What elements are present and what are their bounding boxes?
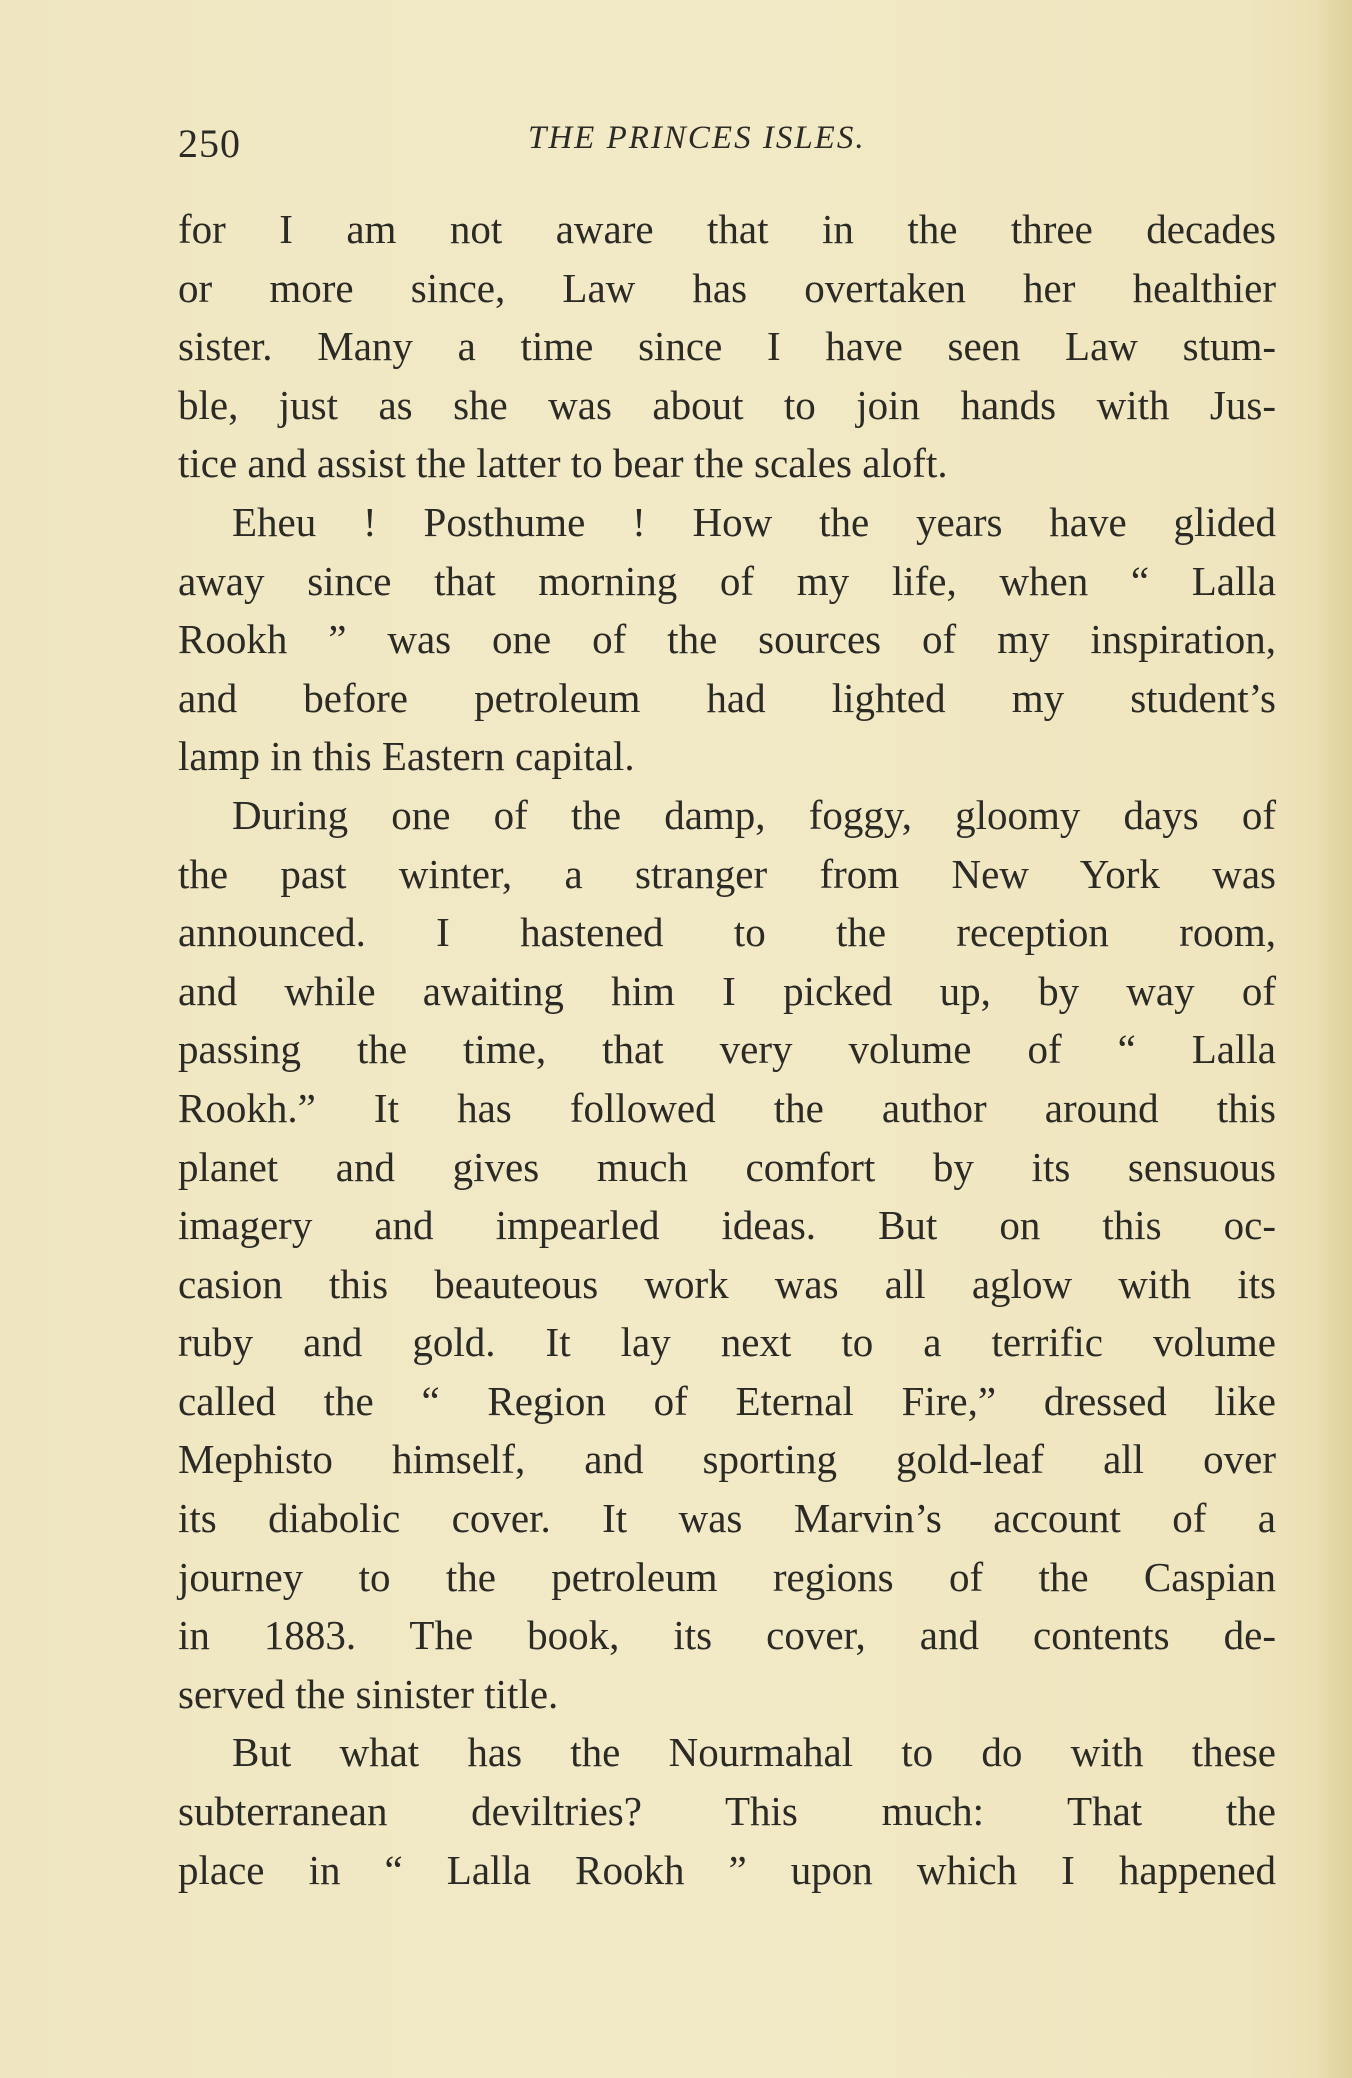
page-number: 250 <box>178 121 241 166</box>
text-line: But what has the Nourmahal to do with these <box>232 1729 1276 1776</box>
text-line: served the sinister title. <box>178 1670 559 1717</box>
text-line: called the “ Region of Eternal Fire,” dressed like <box>178 1377 1276 1424</box>
text-line: away since that morning of my life, when “ Lalla <box>178 557 1276 604</box>
text-line: its diabolic cover. It was Marvin’s account of a <box>178 1495 1276 1542</box>
text-line: Rookh ” was one of the sources of my inspiration, <box>178 616 1276 663</box>
text-line: During one of the damp, foggy, gloomy days of <box>232 791 1276 838</box>
text-line: ble, just as she was about to join hands with Jus- <box>178 381 1276 428</box>
text-line: passing the time, that very volume of “ Lalla <box>178 1026 1276 1073</box>
text-line: Eheu ! Posthume ! How the years have glided <box>232 498 1276 545</box>
text-line: planet and gives much comfort by its sensuous <box>178 1143 1276 1190</box>
text-line: journey to the petroleum regions of the Caspian <box>178 1553 1276 1600</box>
text-line: Mephisto himself, and sporting gold-leaf all over <box>178 1436 1276 1483</box>
text-line: subterranean deviltries? This much: That the <box>178 1788 1276 1835</box>
text-line: ruby and gold. It lay next to a terrific volume <box>178 1319 1276 1366</box>
text-line: for I am not aware that in the three decades <box>178 206 1276 252</box>
text-line: announced. I hastened to the reception room, <box>178 909 1276 956</box>
text-line: Rookh.” It has followed the author around this <box>178 1084 1276 1131</box>
text-line: and while awaiting him I picked up, by way of <box>178 967 1276 1014</box>
text-line: sister. Many a time since I have seen Law stum- <box>178 323 1276 370</box>
running-head: THE PRINCES ISLES. <box>528 120 866 156</box>
text-line: lamp in this Eastern capital. <box>178 733 635 780</box>
text-line: place in “ Lalla Rookh ” upon which I happened <box>178 1846 1276 1893</box>
page-header <box>0 112 1352 172</box>
text-line: tice and assist the latter to bear the scales aloft. <box>178 440 948 487</box>
text-line: the past winter, a stranger from New York was <box>178 850 1276 897</box>
text-line: casion this beauteous work was all aglow with its <box>178 1260 1276 1307</box>
text-line: and before petroleum had lighted my student’s <box>178 674 1276 721</box>
page-edge-shadow <box>1314 0 1352 2078</box>
text-line: or more since, Law has overtaken her healthier <box>178 264 1276 311</box>
text-line: imagery and impearled ideas. But on this oc- <box>178 1202 1276 1249</box>
text-line: in 1883. The book, its cover, and contents de- <box>178 1612 1276 1659</box>
body-text <box>178 200 1276 1899</box>
